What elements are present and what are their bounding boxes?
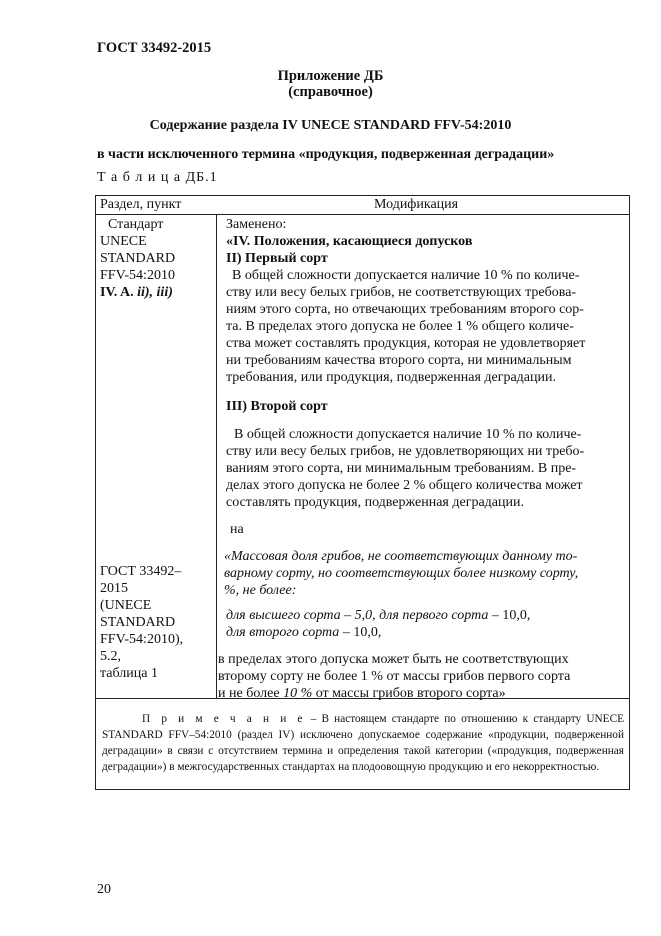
grade2-line: делах этого допуска не более 2 % общего количества может [226,478,583,493]
grade2-title: III) Второй сорт [226,399,328,414]
tail-line [218,686,506,702]
appendix-subtitle: (справочное) [288,84,373,100]
note-label: П р и м е ч а н и е [142,713,306,725]
table-column-divider [216,215,217,698]
left-ref-line: STANDARD [100,251,176,266]
left-ref-line: Стандарт [108,217,164,232]
grade2-line: составлять продукция, подверженная деградации. [226,495,524,510]
grade1-line: та. В пределах этого допуска не более 1 % общего количе- [226,319,574,334]
note-text: – В настоящем стандарте по отношению к стандарту UNECE STANDARD FFV–54:2010 (раздел IV) исключено допускаемое содержание «продукции, подверженной деградации» в связи с отсутствием термина и определения такой категории («продукция, подверженная деградации») в межгосударственных стандартах на плодоовощную продукцию и его некорректностью. [102,713,625,773]
table-label: Т а б л и ц а ДБ.1 [97,170,218,185]
left-ref2-line: ГОСТ 33492– [100,564,182,579]
section-heading: Содержание раздела IV UNECE STANDARD FFV-54:2010 [149,118,512,133]
grade1-line: ства может составлять продукция, которая не удовлетворяет [226,336,586,351]
left-ref2-line: таблица 1 [100,666,158,681]
grade2-line: ваниям этого сорта, ни минимальным требованиям. В пре- [226,461,577,476]
second-grade-value: – 10,0, [342,625,382,640]
column-header-modification: Модификация [374,197,459,212]
left-ref2-line: FFV-54:2010), [100,632,184,647]
grade1-line: ству или весу белых грибов, не соответствующих требова- [226,285,577,300]
grade1-title: II) Первый сорт [226,251,328,266]
top-grade-value: – 10,0, [491,608,531,623]
table-note [102,711,624,775]
top-grade-tolerance [226,608,530,624]
quote-line: варному сорту, но соответствующих более низкому сорту, [224,566,579,581]
grade2-line: В общей сложности допускается наличие 10 % по количе- [234,427,582,442]
na-connector: на [230,522,244,537]
grade1-line: В общей сложности допускается наличие 10 % по количе- [232,268,580,283]
left-ref-clause-italic: ii), iii) [137,285,173,300]
quote-line: «Массовая доля грибов, не соответствующих данному то- [224,549,578,564]
second-grade-tolerance [226,625,381,641]
page-number: 20 [97,882,111,897]
quote-line: %, не более: [224,583,297,598]
grade1-line: требования, или продукция, подверженная деградации. [226,370,556,385]
tail-line: второму сорту не более 1 % от массы грибов первого сорта [218,669,571,684]
provisions-title: «IV. Положения, касающиеся допусков [226,234,473,249]
left-ref-line: FFV-54:2010 [100,268,175,283]
column-header-section: Раздел, пункт [100,197,182,212]
section-subheading: в части исключенного термина «продукция, подверженная деградации» [97,147,555,162]
left-ref2-line: STANDARD [100,615,176,630]
second-grade-label: для второго сорта [226,625,340,640]
tail-line: в пределах этого допуска может быть не соответствующих [218,652,569,667]
left-ref-clause: IV. A. ii), iii) [100,285,173,300]
tail-text: и не более [218,686,284,701]
left-ref-line: UNECE [100,234,147,249]
appendix-title: Приложение ДБ [277,68,384,84]
replaced-label: Заменено: [226,217,287,232]
left-ref2-line: 2015 [100,581,128,596]
left-ref2-line: (UNECE [100,598,152,613]
grade1-line: ниям этого сорта, но отвечающих требованиям второго сор- [226,302,584,317]
modification-table [95,195,630,790]
grade2-line: ству или весу белых грибов, не удовлетворяющих ни требо- [226,444,585,459]
document-standard-code: ГОСТ 33492-2015 [97,40,212,56]
left-ref2-line: 5.2, [100,649,121,664]
table-header-divider [96,214,629,215]
top-grade-label: для высшего сорта – 5,0, для первого сорта [226,608,489,623]
tail-text: от массы грибов второго сорта» [312,686,506,701]
grade1-line: ни требованиям качества второго сорта, ни минимальным [226,353,572,368]
tail-percent: 10 % [283,686,313,701]
